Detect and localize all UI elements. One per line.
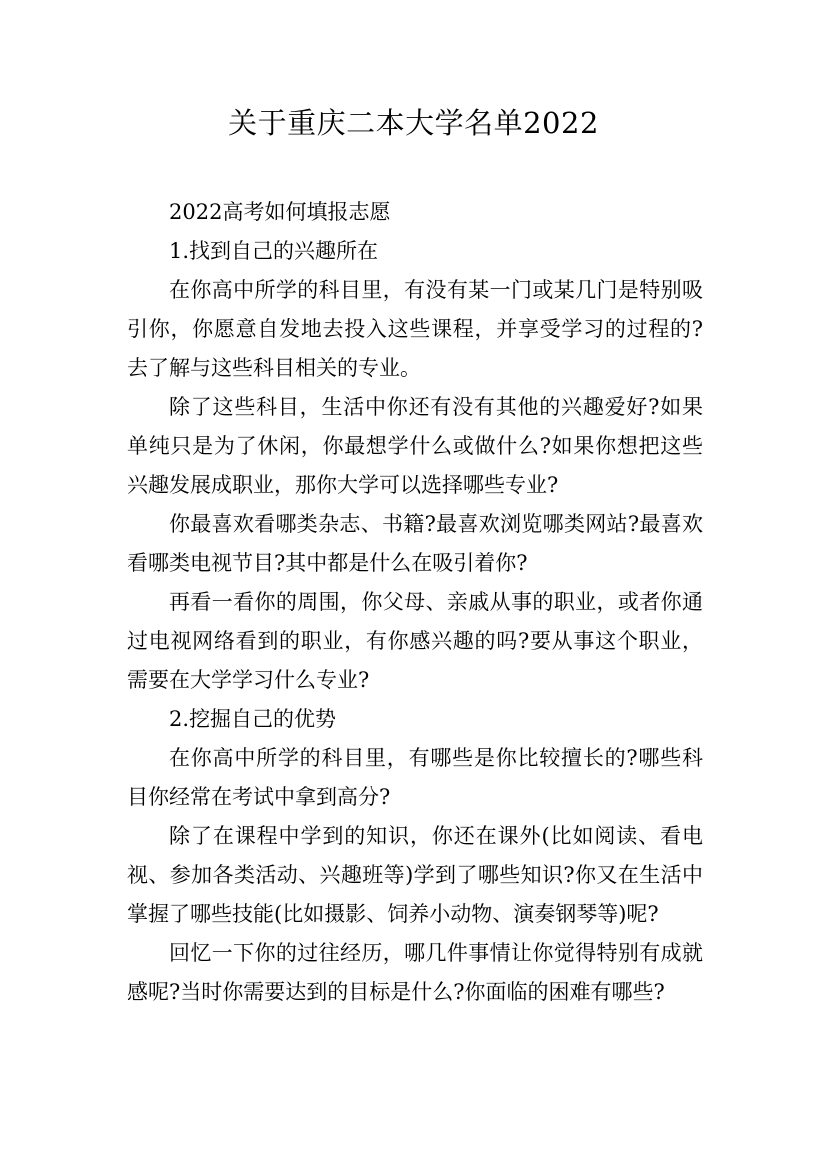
document-title: 关于重庆二本大学名单2022: [228, 106, 599, 140]
paragraph: 除了这些科目，生活中你还有没有其他的兴趣爱好?如果单纯只是为了休闲，你最想学什么或做什么?如果你想把这些兴趣发展成职业，那你大学可以选择哪些专业?: [127, 395, 703, 497]
paragraph: 在你高中所学的科目里，有没有某一门或某几门是特别吸引你，你愿意自发地去投入这些课程，并享受学习的过程的?去了解与这些科目相关的专业。: [127, 278, 703, 380]
paragraph: 再看一看你的周围，你父母、亲戚从事的职业，或者你通过电视网络看到的职业，有你感兴趣的吗?要从事这个职业，需要在大学学习什么专业?: [127, 590, 703, 692]
paragraph: 在你高中所学的科目里，有哪些是你比较擅长的?哪些科目你经常在考试中拿到高分?: [127, 746, 703, 809]
paragraph: 除了在课程中学到的知识，你还在课外(比如阅读、看电视、参加各类活动、兴趣班等)学到了哪些知识?你又在生活中掌握了哪些技能(比如摄影、饲养小动物、演奏钢琴等)呢?: [127, 824, 703, 926]
paragraph-section-1-heading: 1.找到自己的兴趣所在: [169, 239, 379, 263]
paragraph-heading: 2022高考如何填报志愿: [169, 200, 391, 224]
paragraph: 回忆一下你的过往经历，哪几件事情让你觉得特别有成就感呢?当时你需要达到的目标是什么?你面临的困难有哪些?: [127, 941, 703, 1004]
document-body: [127, 193, 703, 1012]
paragraph: 你最喜欢看哪类杂志、书籍?最喜欢浏览哪类网站?最喜欢看哪类电视节目?其中都是什么在吸引着你?: [127, 512, 703, 575]
paragraph-section-2-heading: 2.挖掘自己的优势: [169, 707, 337, 731]
